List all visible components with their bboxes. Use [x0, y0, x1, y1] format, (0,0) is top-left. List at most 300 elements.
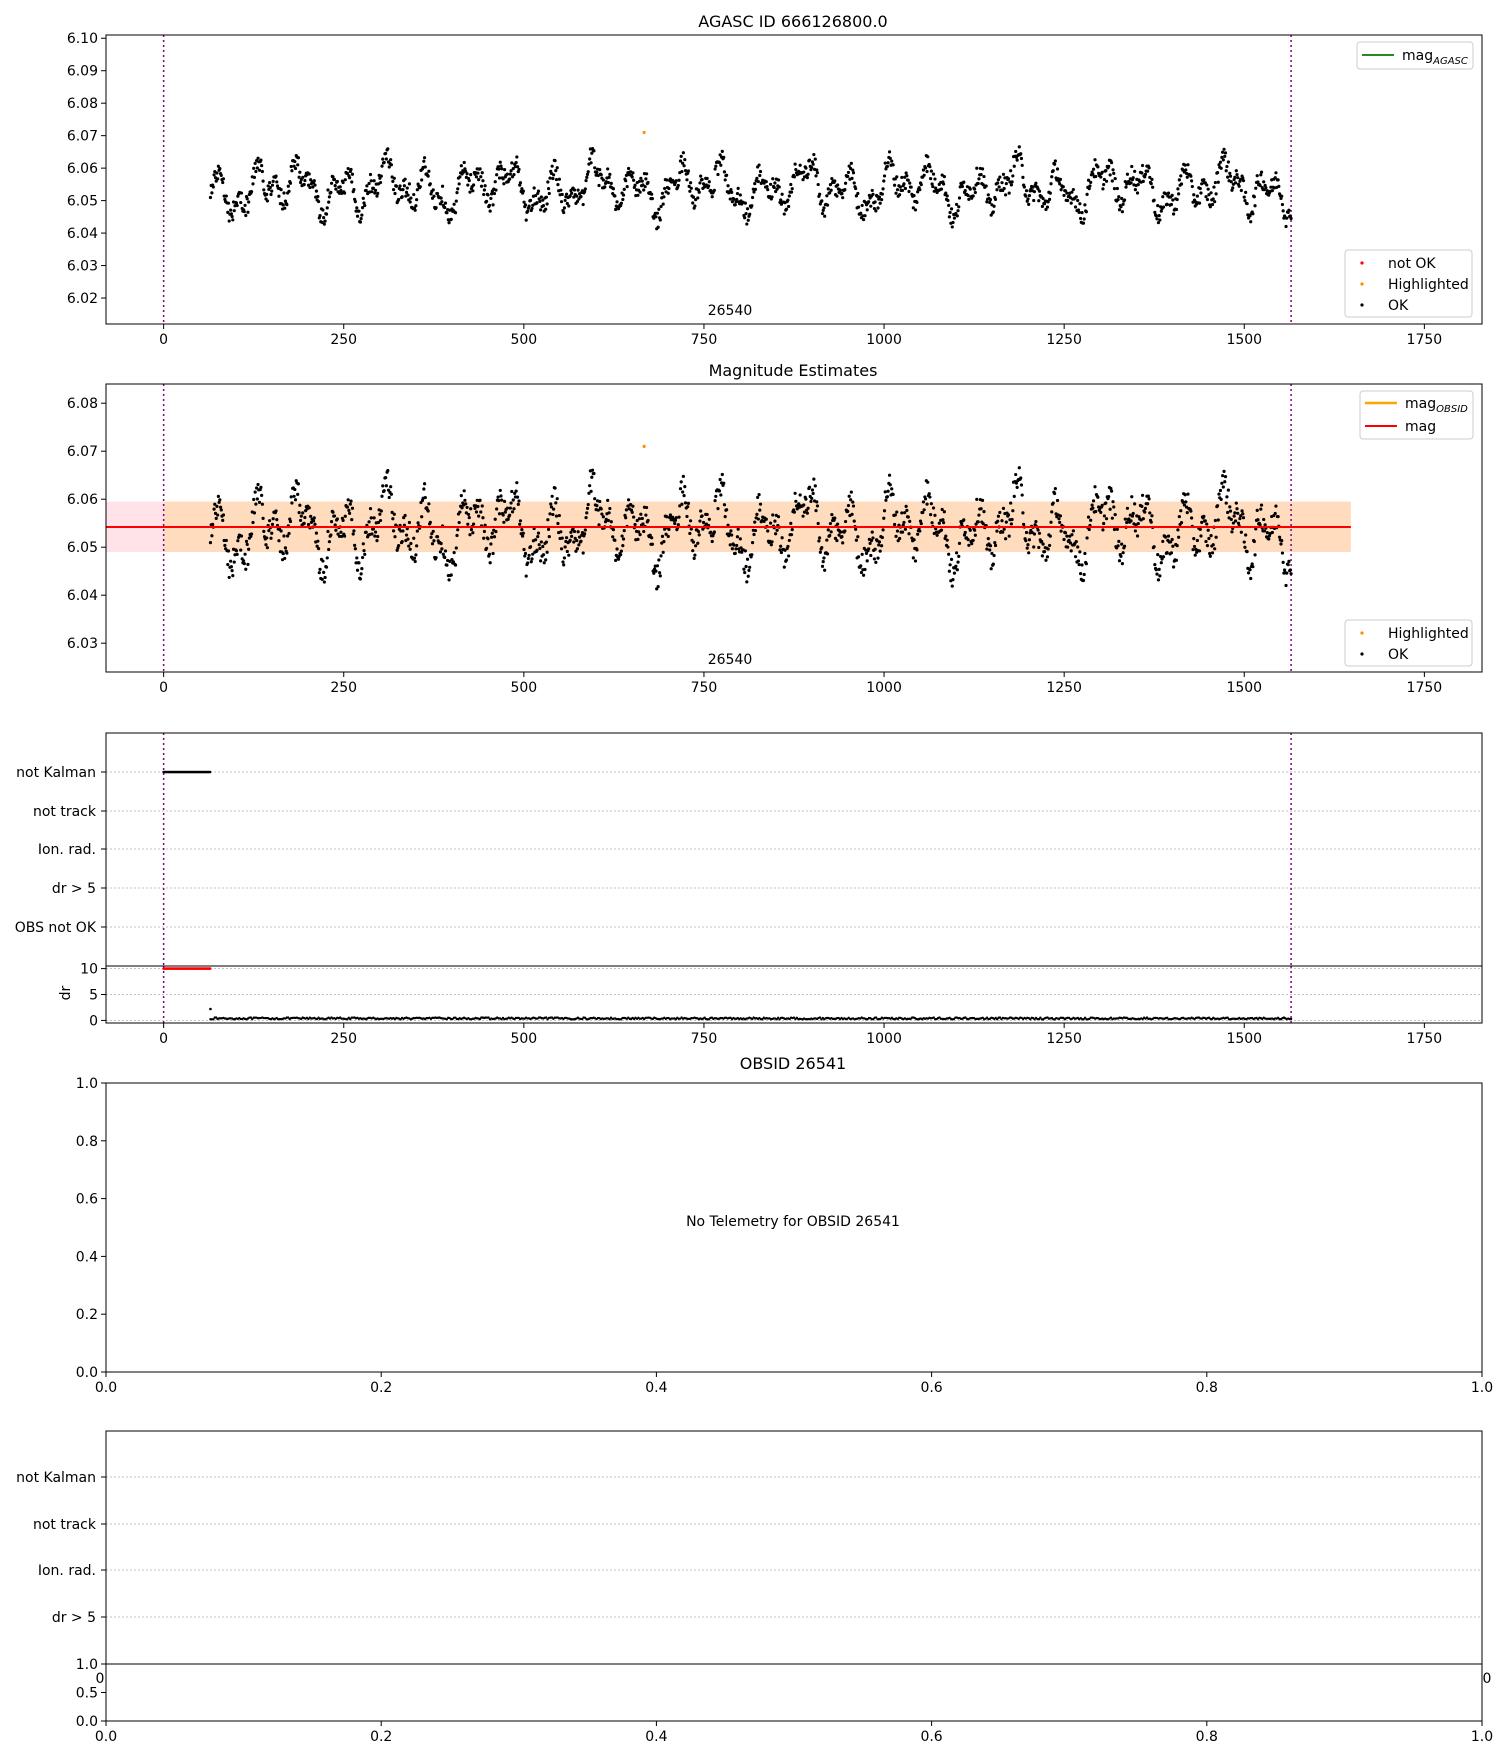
ok-point — [362, 197, 365, 200]
ok-point — [892, 163, 895, 166]
ok-point — [794, 492, 797, 495]
ok-point — [432, 539, 435, 542]
ok-point — [495, 173, 498, 176]
ok-point — [570, 192, 573, 195]
x-tick-label: 0.6 — [920, 1380, 943, 1396]
ok-point — [440, 200, 443, 203]
ok-point — [812, 153, 815, 156]
ok-point — [953, 572, 956, 575]
ok-point — [463, 489, 466, 492]
ok-point — [1074, 555, 1077, 558]
ok-point — [922, 500, 925, 503]
ok-point — [747, 219, 750, 222]
ok-point — [812, 478, 815, 481]
ok-point — [328, 540, 331, 543]
ok-point — [308, 506, 311, 509]
ok-point — [1220, 482, 1223, 485]
ok-point — [475, 510, 478, 513]
ok-point — [1226, 176, 1229, 179]
ok-point — [1224, 475, 1227, 478]
ok-point — [374, 530, 377, 533]
agasc-mag-panel — [67, 12, 1482, 348]
ok-point — [506, 173, 509, 176]
ok-point — [688, 532, 691, 535]
ok-point — [1122, 203, 1125, 206]
ok-point — [227, 549, 230, 552]
ok-point — [881, 192, 884, 195]
ok-point — [381, 158, 384, 161]
ok-point — [456, 528, 459, 531]
ok-point — [621, 198, 624, 201]
ok-point — [995, 530, 998, 533]
ok-point — [925, 170, 928, 173]
ok-point — [1083, 552, 1086, 555]
ok-point — [1103, 514, 1106, 517]
ok-point — [245, 540, 248, 543]
ok-point — [535, 549, 538, 552]
ok-point — [334, 529, 337, 532]
ok-point — [862, 574, 865, 577]
ok-point — [1186, 493, 1189, 496]
ok-point — [517, 499, 520, 502]
ok-point — [1129, 519, 1132, 522]
ok-point — [521, 534, 524, 537]
ok-point — [479, 510, 482, 513]
dr-axes — [80, 962, 1482, 1047]
x-tick-label: 500 — [510, 1031, 538, 1047]
ok-point — [369, 507, 372, 510]
ok-point — [299, 181, 302, 184]
ok-point — [677, 179, 680, 182]
ok-point — [298, 171, 301, 174]
ok-point — [1091, 504, 1094, 507]
ok-point — [884, 499, 887, 502]
ok-point — [1075, 195, 1078, 198]
ok-point — [1240, 189, 1243, 192]
ok-point — [1215, 536, 1218, 539]
magnitude-estimates-panel — [67, 361, 1482, 696]
ok-point — [1132, 176, 1135, 179]
ok-point — [1282, 209, 1285, 212]
y-tick-label: 0 — [89, 1013, 98, 1030]
ok-point — [657, 585, 660, 588]
ok-point — [1049, 535, 1052, 538]
ok-point — [256, 157, 259, 160]
ok-point — [1213, 200, 1216, 203]
ok-point — [520, 528, 523, 531]
ok-point — [535, 201, 538, 204]
ok-point — [242, 559, 245, 562]
ok-point — [1088, 187, 1091, 190]
ok-point — [390, 493, 393, 496]
ok-point — [608, 176, 611, 179]
ok-point — [1206, 198, 1209, 201]
ok-point — [1085, 536, 1088, 539]
ok-point — [713, 189, 716, 192]
ok-point — [458, 175, 461, 178]
ok-point — [719, 478, 722, 481]
ok-point — [1264, 523, 1267, 526]
ok-point — [699, 175, 702, 178]
ok-point — [893, 184, 896, 187]
ok-point — [226, 563, 229, 566]
ok-point — [507, 518, 510, 521]
ok-point — [1072, 529, 1075, 532]
ok-point — [1044, 559, 1047, 562]
ok-point — [608, 507, 611, 510]
ok-point — [1002, 173, 1005, 176]
ok-point — [308, 172, 311, 175]
ok-point — [1212, 185, 1215, 188]
ok-point — [231, 574, 234, 577]
ok-point — [901, 189, 904, 192]
ok-point — [905, 505, 908, 508]
ok-point — [680, 503, 683, 506]
ok-point — [1036, 528, 1039, 531]
ok-point — [994, 544, 997, 547]
ok-point — [1078, 202, 1081, 205]
ok-point — [597, 523, 600, 526]
ok-point — [661, 192, 664, 195]
ok-point — [932, 172, 935, 175]
ok-point — [1024, 539, 1027, 542]
ok-point — [1274, 512, 1277, 515]
ok-point — [230, 215, 233, 218]
ok-point — [972, 539, 975, 542]
ok-point — [478, 499, 481, 502]
ok-point — [1083, 217, 1086, 220]
ok-point — [1048, 544, 1051, 547]
ok-point — [930, 170, 933, 173]
ok-point — [1198, 202, 1201, 205]
ok-point — [270, 532, 273, 535]
ok-point — [378, 513, 381, 516]
ok-point — [1111, 517, 1114, 520]
ok-point — [639, 513, 642, 516]
ok-point — [861, 553, 864, 556]
ok-point — [373, 534, 376, 537]
ok-point — [1027, 203, 1030, 206]
ok-point — [435, 556, 438, 559]
ok-point — [726, 184, 729, 187]
ok-point — [904, 528, 907, 531]
ok-point — [1228, 172, 1231, 175]
ok-point — [1131, 515, 1134, 518]
ok-point — [516, 496, 519, 499]
x-tick-label: 1750 — [1406, 1031, 1443, 1047]
ok-point — [1198, 549, 1201, 552]
ok-point — [1227, 160, 1230, 163]
ok-point — [392, 188, 395, 191]
ok-point — [265, 193, 268, 196]
x-tick-label: 0.8 — [1195, 1729, 1218, 1745]
ok-point — [1117, 195, 1120, 198]
legend-mag-obsid-label: mag — [1405, 396, 1437, 412]
ok-point — [546, 518, 549, 521]
ok-point — [646, 181, 649, 184]
ok-point — [512, 173, 515, 176]
ok-point — [1025, 189, 1028, 192]
flag-label: not track — [32, 804, 96, 820]
ok-point — [836, 522, 839, 525]
estimates-title: Magnitude Estimates — [708, 361, 878, 380]
ok-point — [754, 529, 757, 532]
ok-point — [1078, 550, 1081, 553]
ok-point — [225, 539, 228, 542]
ok-point — [221, 181, 224, 184]
ok-point — [1184, 168, 1187, 171]
ok-point — [301, 176, 304, 179]
ok-point — [830, 513, 833, 516]
ok-point — [691, 549, 694, 552]
ok-point — [869, 205, 872, 208]
ok-point — [466, 506, 469, 509]
ok-point — [1175, 559, 1178, 562]
ok-point — [265, 536, 268, 539]
ok-point — [539, 208, 542, 211]
ok-point — [209, 196, 212, 199]
ok-point — [1088, 184, 1091, 187]
ok-point — [424, 165, 427, 168]
ok-point — [246, 563, 249, 566]
ok-point — [383, 489, 386, 492]
ok-point — [896, 529, 899, 532]
ok-point — [817, 522, 820, 525]
ok-point — [495, 507, 498, 510]
ok-point — [440, 542, 443, 545]
ok-point — [355, 556, 358, 559]
ok-point — [804, 498, 807, 501]
ok-point — [414, 204, 417, 207]
ok-point — [915, 201, 918, 204]
ok-point — [1277, 178, 1280, 181]
ok-point — [375, 539, 378, 542]
ok-point — [946, 539, 949, 542]
ok-point — [820, 199, 823, 202]
ok-point — [851, 500, 854, 503]
ok-point — [613, 539, 616, 542]
ok-point — [218, 498, 221, 501]
ok-point — [1221, 474, 1224, 477]
ok-point — [563, 206, 566, 209]
ok-point — [334, 188, 337, 191]
ok-point — [453, 551, 456, 554]
ok-point — [970, 542, 973, 545]
legend-highlighted-label-2: Highlighted — [1388, 626, 1469, 642]
ok-point — [1109, 173, 1112, 176]
axes-frame — [106, 1431, 1482, 1664]
ok-point — [389, 485, 392, 488]
ok-point — [349, 168, 352, 171]
ok-point — [822, 560, 825, 563]
ok-point — [981, 167, 984, 170]
ok-point — [575, 539, 578, 542]
ok-point — [1021, 511, 1024, 514]
ok-point — [261, 517, 264, 520]
ok-point — [1220, 167, 1223, 170]
ok-point — [297, 482, 300, 485]
ok-point — [1041, 205, 1044, 208]
ok-point — [833, 517, 836, 520]
ok-point — [847, 504, 850, 507]
ok-point — [1289, 572, 1292, 575]
ok-point — [455, 191, 458, 194]
ok-point — [889, 157, 892, 160]
ok-point — [815, 168, 818, 171]
ok-point — [829, 522, 832, 525]
ok-point — [746, 558, 749, 561]
ok-point — [708, 180, 711, 183]
ok-point — [326, 530, 329, 533]
ok-point — [729, 529, 732, 532]
ok-point — [977, 513, 980, 516]
ok-point — [1242, 516, 1245, 519]
ok-point — [833, 179, 836, 182]
ok-point — [757, 163, 760, 166]
ok-point — [992, 562, 995, 565]
ok-point — [1000, 519, 1003, 522]
ok-point — [1033, 532, 1036, 535]
ok-point — [254, 503, 257, 506]
ok-point — [756, 496, 759, 499]
ok-point — [478, 167, 481, 170]
ok-point — [1184, 164, 1187, 167]
ok-point — [964, 531, 967, 534]
ok-point — [584, 187, 587, 190]
ok-point — [998, 185, 1001, 188]
ok-point — [981, 499, 984, 502]
ok-point — [930, 521, 933, 524]
ok-point — [938, 522, 941, 525]
ok-point — [1085, 562, 1088, 565]
ok-point — [537, 189, 540, 192]
ok-point — [751, 541, 754, 544]
ok-point — [881, 536, 884, 539]
ok-point — [846, 510, 849, 513]
ok-point — [698, 191, 701, 194]
ok-point — [687, 502, 690, 505]
ok-point — [758, 174, 761, 177]
ok-point — [489, 542, 492, 545]
ok-point — [440, 547, 443, 550]
ok-point — [1172, 565, 1175, 568]
ok-point — [949, 211, 952, 214]
ok-point — [781, 536, 784, 539]
x-tick-label: 1.0 — [1470, 1729, 1494, 1745]
ok-point — [408, 521, 411, 524]
ok-point — [737, 187, 740, 190]
ok-point — [877, 543, 880, 546]
ok-point — [1120, 543, 1123, 546]
ok-point — [1244, 533, 1247, 536]
ok-point — [682, 475, 685, 478]
ok-point — [814, 158, 817, 161]
x-tick-label: 0.8 — [1195, 1380, 1218, 1396]
ok-point — [631, 505, 634, 508]
ok-point — [684, 501, 687, 504]
ok-point — [982, 510, 985, 513]
ok-point — [1005, 182, 1008, 185]
ok-point — [431, 542, 434, 545]
ok-point — [538, 547, 541, 550]
ok-point — [1167, 192, 1170, 195]
ok-point — [929, 513, 932, 516]
ok-point — [1074, 205, 1077, 208]
ok-point — [509, 173, 512, 176]
ok-point — [641, 517, 644, 520]
ok-point — [1065, 535, 1068, 538]
ok-point — [694, 544, 697, 547]
ok-point — [667, 192, 670, 195]
ok-point — [1156, 204, 1159, 207]
ok-point — [657, 558, 660, 561]
ok-point — [1176, 187, 1179, 190]
ok-point — [590, 476, 593, 479]
ok-point — [769, 521, 772, 524]
ok-point — [1212, 197, 1215, 200]
ok-point — [748, 566, 751, 569]
ok-point — [1280, 539, 1283, 542]
ok-point — [1041, 554, 1044, 557]
ok-point — [1237, 522, 1240, 525]
ok-point — [766, 188, 769, 191]
ok-point — [1119, 205, 1122, 208]
ok-point — [962, 181, 965, 184]
ok-point — [481, 171, 484, 174]
ok-point — [529, 545, 532, 548]
ok-point — [1153, 199, 1156, 202]
ok-point — [251, 182, 254, 185]
ok-point — [290, 501, 293, 504]
ok-point — [412, 537, 415, 540]
ok-point — [585, 176, 588, 179]
ok-point — [472, 522, 475, 525]
ok-point — [1225, 169, 1228, 172]
ok-point — [551, 165, 554, 168]
ok-point — [1056, 167, 1059, 170]
ok-point — [657, 226, 660, 229]
ok-point — [246, 211, 249, 214]
ok-point — [753, 182, 756, 185]
ok-point — [416, 529, 419, 532]
ok-point — [216, 177, 219, 180]
ok-point — [579, 195, 582, 198]
ok-point — [980, 507, 983, 510]
ok-point — [486, 193, 489, 196]
ok-point — [1110, 490, 1113, 493]
ok-point — [251, 521, 254, 524]
ok-point — [1016, 486, 1019, 489]
ok-point — [754, 188, 757, 191]
ok-point — [1083, 573, 1086, 576]
ok-point — [1038, 190, 1041, 193]
ok-point — [548, 535, 551, 538]
ok-point — [659, 218, 662, 221]
ok-point — [1246, 202, 1249, 205]
ok-point — [907, 532, 910, 535]
ok-point — [1037, 546, 1040, 549]
ok-point — [384, 152, 387, 155]
ok-point — [684, 169, 687, 172]
ok-point — [589, 490, 592, 493]
ok-point — [359, 220, 362, 223]
ok-point — [285, 552, 288, 555]
ok-point — [822, 206, 825, 209]
ok-point — [1013, 495, 1016, 498]
ok-point — [534, 538, 537, 541]
ok-point — [293, 160, 296, 163]
ok-point — [339, 189, 342, 192]
